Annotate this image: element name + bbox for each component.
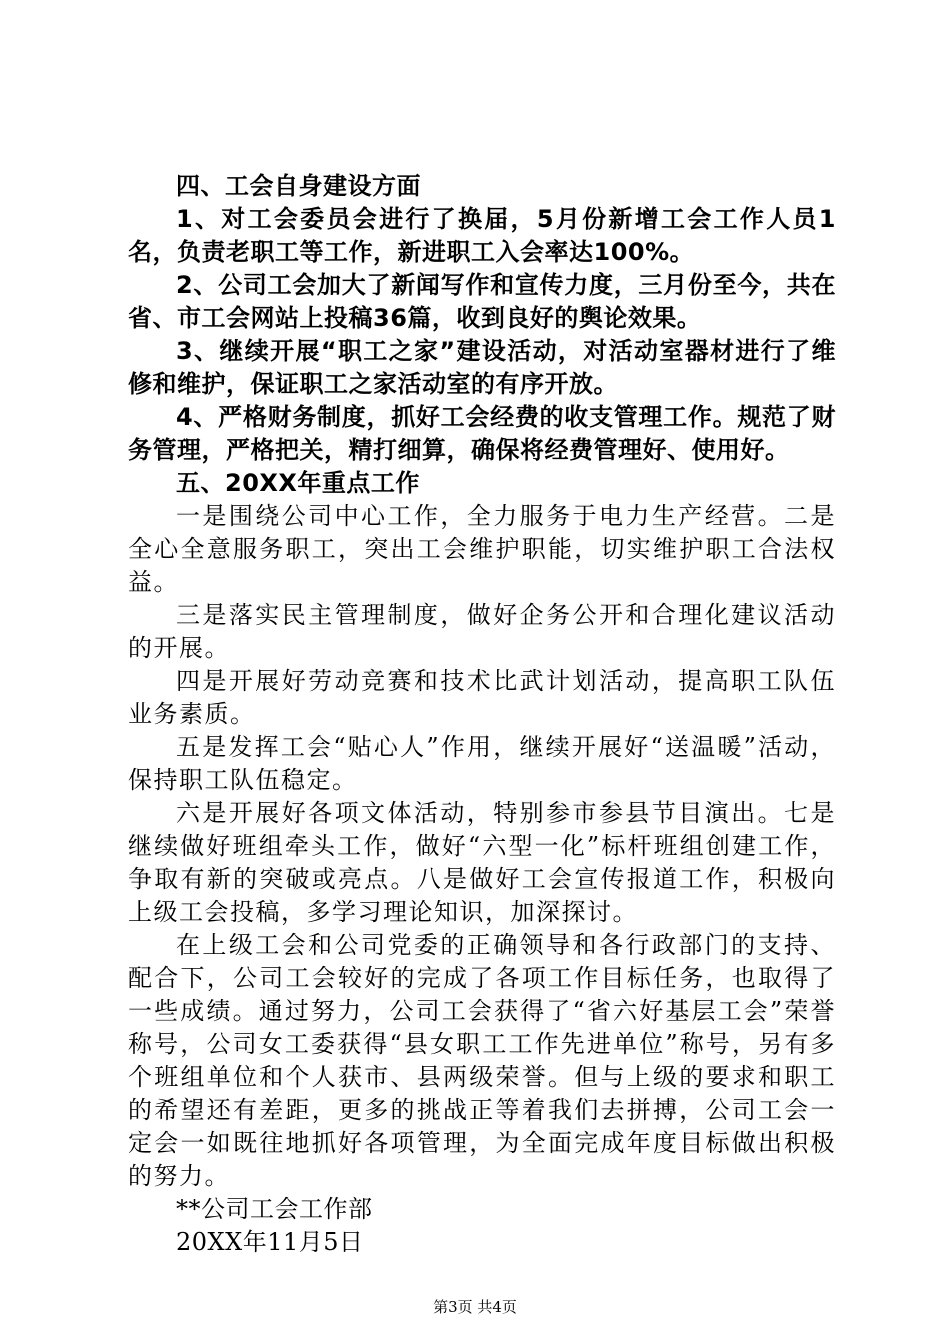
- paragraph-priority-4: 四是开展好劳动竞赛和技术比武计划活动，提高职工队伍业务素质。: [128, 667, 836, 728]
- paragraph-item-4: 4、严格财务制度，抓好工会经费的收支管理工作。规范了财务管理，严格把关，精打细算，确保将经费管理好、使用好。: [128, 403, 836, 464]
- paragraph-priority-3: 三是落实民主管理制度，做好企务公开和合理化建议活动的开展。: [128, 601, 836, 662]
- signature: **公司工会工作部: [176, 1195, 373, 1223]
- paragraph-priority-1-2: 一是围绕公司中心工作，全力服务于电力生产经营。二是全心全意服务职工，突出工会维护职能，切实维护职工合法权益。: [128, 502, 836, 596]
- paragraph-item-2: 2、公司工会加大了新闻写作和宣传力度，三月份至今，共在省、市工会网站上投稿36篇，收到良好的舆论效果。: [128, 271, 836, 332]
- paragraph-item-3: 3、继续开展“职工之家”建设活动，对活动室器材进行了维修和维护，保证职工之家活动室的有序开放。: [128, 337, 836, 398]
- document-body: [128, 170, 836, 1259]
- paragraph-priority-6-8: 六是开展好各项文体活动，特别参市参县节目演出。七是继续做好班组牵头工作，做好“六型一化”标杆班组创建工作，争取有新的突破或亮点。八是做好工会宣传报道工作，积极向上级工会投稿，多学习理论知识，加深探讨。: [128, 799, 836, 926]
- section-heading-5: 五、20XX年重点工作: [176, 469, 420, 497]
- page-footer: 第3页 共4页: [433, 1298, 517, 1316]
- paragraph-item-1: 1、对工会委员会进行了换届，5月份新增工会工作人员1名，负责老职工等工作，新进职工入会率达100%。: [128, 205, 836, 266]
- section-heading-4: 四、工会自身建设方面: [176, 172, 421, 200]
- document-date: 20XX年11月5日: [176, 1228, 364, 1256]
- paragraph-priority-5: 五是发挥工会“贴心人”作用，继续开展好“送温暖”活动，保持职工队伍稳定。: [128, 733, 836, 794]
- paragraph-summary: 在上级工会和公司党委的正确领导和各行政部门的支持、配合下，公司工会较好的完成了各项工作目标任务，也取得了一些成绩。通过努力，公司工会获得了“省六好基层工会”荣誉称号，公司女工委获得“县女职工工作先进单位”称号，另有多个班组单位和个人获市、县两级荣誉。但与上级的要求和职工的希望还有差距，更多的挑战正等着我们去拼搏，公司工会一定会一如既往地抓好各项管理，为全面完成年度目标做出积极的努力。: [128, 931, 836, 1190]
